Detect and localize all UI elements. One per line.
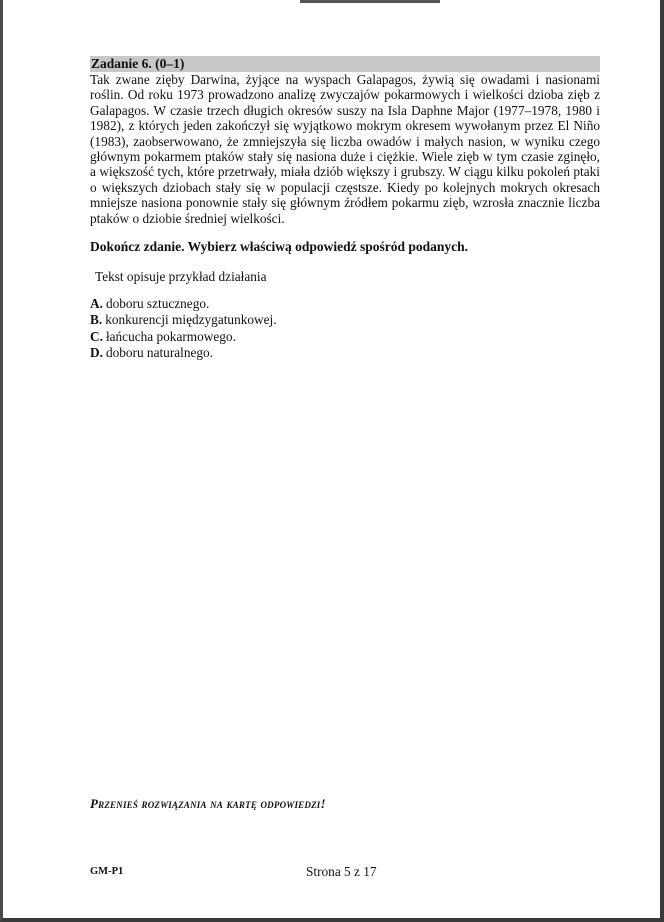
top-tab-bar [300,0,440,3]
option-letter: C. [90,328,103,344]
option-text: doboru naturalnego. [105,345,214,361]
option-text: konkurencji międzygatunkowej. [105,312,277,328]
option-text: doboru sztucznego. [105,296,210,312]
option-d[interactable] [90,345,600,361]
option-b[interactable] [90,312,600,328]
answer-options [90,296,600,362]
option-letter: D. [90,345,103,361]
option-letter: A. [90,296,103,312]
option-a[interactable] [90,296,600,312]
task-paragraph: Tak zwane zięby Darwina, żyjące na wyspach Galapagos, żywią się owadami i nasionami roślin. Od roku 1973 prowadzono analizę zwyczajów pokarmowych i wielkości dzioba zięb z Galapagos. W czasie trzech długich okresów suszy na Isla Daphne Major (1977–1978, 1980 i 1982), z których jeden zakończył się wyjątkowo mokrym okresem wywołanym przez El Niño (1983), zaobserwowano, że zmniejszyła się liczba owadów i małych nasion, w wyniku czego głównym pokarmem ptaków stały się nasiona duże i ciężkie. Wiele zięb w tym czasie zginęło, a większość tych, które przetrwały, miała dziób większy i grubszy. W ciągu kilku pokoleń ptaki o większych dziobach stały się w populacji częstsze. Kiedy po kolejnych mokrych okresach mniejsze nasiona ponownie stały się głównym źródłem pokarmu zięb, wzrosła znacznie liczba ptaków o dziobie średniej wielkości. [90,72,600,226]
footer-page-number: Strona 5 z 17 [306,864,377,879]
task-instruction: Dokończ zdanie. Wybierz właściwą odpowiedź spośród podanych. [90,239,469,255]
footer-exam-code: GM-P1 [90,866,124,877]
option-letter: B. [90,312,103,328]
task-header: Zadanie 6. (0–1) [90,56,600,72]
document-page [90,56,600,362]
transfer-answers-note: Przenieś rozwiązania na kartę odpowiedzi! [90,796,326,811]
option-c[interactable] [90,329,600,345]
question-stem: Tekst opisuje przykład działania [95,269,267,285]
option-text: łańcucha pokarmowego. [105,328,236,344]
